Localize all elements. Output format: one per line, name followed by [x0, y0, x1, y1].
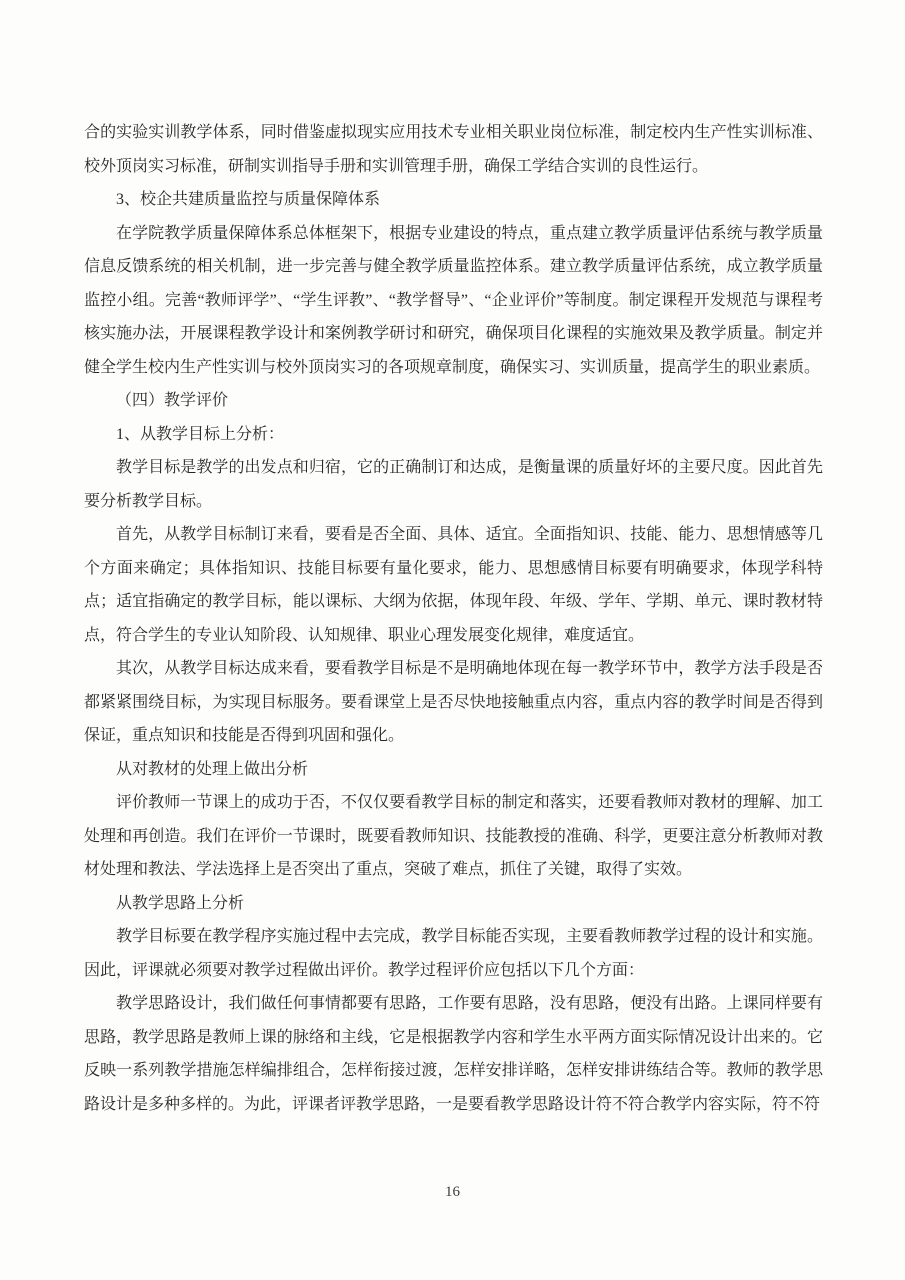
- paragraph: 在学院教学质量保障体系总体框架下，根据专业建设的特点，重点建立教学质量评估系统与教学质量信息反馈系统的相关机制，进一步完善与健全教学质量监控体系。建立教学质量评估系统，成立教学质量监控小组。完善“教师评学”、“学生评教”、“教学督导”、“企业评价”等制度。制定课程开发规范与课程考核实施办法，开展课程教学设计和案例教学研讨和研究，确保项目化课程的实施效果及教学质量。制定并健全学生校内生产性实训与校外顶岗实习的各项规章制度，确保实习、实训质量，提高学生的职业素质。: [84, 224, 823, 376]
- paragraph: 3、校企共建质量监控与质量保障体系: [116, 191, 381, 208]
- paragraph: 其次，从教学目标达成来看，要看教学目标是不是明确地体现在每一教学环节中，教学方法手段是否都紧紧围绕目标，为实现目标服务。要看课堂上是否尽快地接触重点内容，重点内容的教学时间是否得到保证，重点知识和技能是否得到巩固和强化。: [84, 660, 823, 744]
- paragraph: （四）教学评价: [116, 392, 229, 409]
- page-number: 16: [445, 1184, 460, 1200]
- paragraph: 从对教材的处理上做出分析: [116, 760, 309, 778]
- paragraph: 从教学思路上分析: [116, 894, 245, 912]
- paragraph: 教学思路设计，我们做任何事情都要有思路，工作要有思路，没有思路，便没有出路。上课同样要有思路，教学思路是教师上课的脉络和主线，它是根据教学内容和学生水平两方面实际情况设计出来的。它反映一系列教学措施怎样编排组合，怎样衔接过渡，怎样安排详略，怎样安排讲练结合等。教师的教学思路设计是多种多样的。为此，评课者评教学思路，一是要看教学思路设计符不符合教学内容实际，符不符: [84, 995, 823, 1113]
- paragraph: 评价教师一节课上的成功于否，不仅仅要看教学目标的制定和落实，还要看教师对教材的理解、加工处理和再创造。我们在评价一节课时，既要看教师知识、技能教授的准确、科学，更要注意分析教师对教材处理和教法、学法选择上是否突出了重点，突破了难点，抓住了关键，取得了实效。: [84, 794, 823, 878]
- paragraph: 合的实验实训教学体系，同时借鉴虚拟现实应用技术专业相关职业岗位标准，制定校内生产性实训标准、校外顶岗实习标准，研制实训指导手册和实训管理手册，确保工学结合实训的良性运行。: [84, 124, 823, 175]
- document-body: [84, 116, 823, 1121]
- paragraph: 教学目标要在教学程序实施过程中去完成，教学目标能否实现，主要看教师教学过程的设计和实施。因此，评课就必须要对教学过程做出评价。教学过程评价应包括以下几个方面：: [84, 928, 823, 979]
- paragraph: 教学目标是教学的出发点和归宿，它的正确制订和达成，是衡量课的质量好坏的主要尺度。因此首先要分析教学目标。: [84, 459, 823, 510]
- paragraph: 1、从教学目标上分析：: [116, 425, 285, 443]
- paragraph: 首先，从教学目标制订来看，要看是否全面、具体、适宜。全面指知识、技能、能力、思想情感等几个方面来确定；具体指知识、技能目标要有量化要求，能力、思想感情目标要有明确要求，体现学科特点；适宜指确定的教学目标，能以课标、大纲为依据，体现年段、年级、学年、学期、单元、课时教材特点，符合学生的专业认知阶段、认知规律、职业心理发展变化规律，难度适宜。: [84, 526, 823, 644]
